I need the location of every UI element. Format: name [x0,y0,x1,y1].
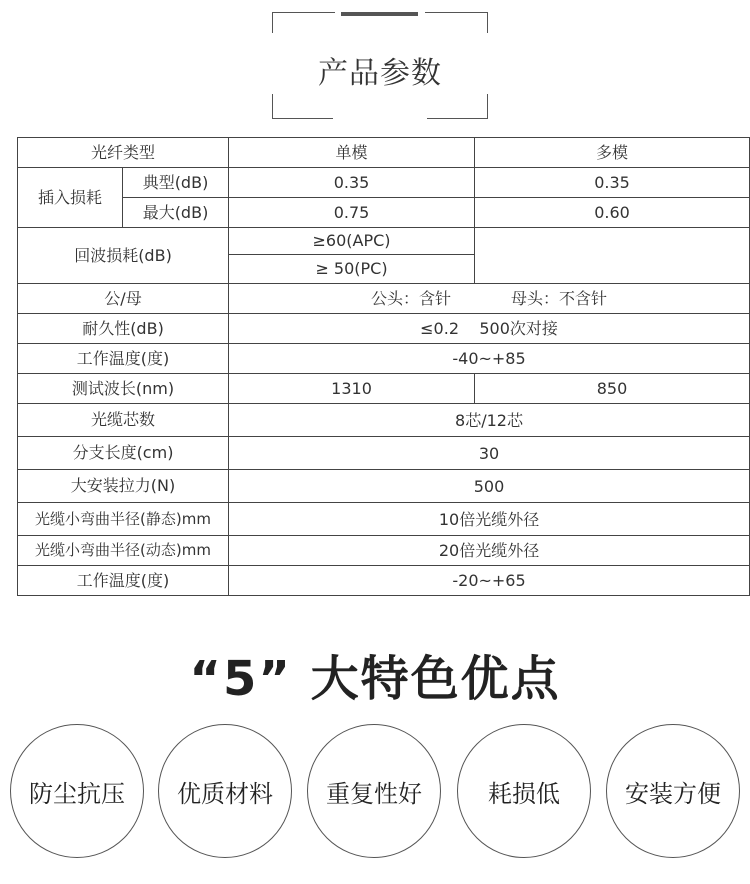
feature-circles [6,724,750,864]
cell-value: 20倍光缆外径 [229,536,750,566]
cell-value: 0.35 [229,168,475,198]
gender-female: 母头：不含针 [511,289,608,308]
cell-value: 0.75 [229,198,475,228]
spec-table [17,137,750,596]
table-row [18,138,750,168]
row-label: 插入损耗 [18,168,123,228]
cell-value: ≤0.2 500次对接 [229,314,750,344]
table-row [18,404,750,437]
cell-value: ≥60(APC) [229,228,475,255]
feature-item: 防尘抗压 [10,724,144,858]
table-row [18,503,750,536]
cell-value: 0.60 [475,198,750,228]
table-row [18,566,750,596]
frame-corner-top-left [272,12,335,33]
title-frame [272,12,488,119]
row-label: 公/母 [18,284,229,314]
features-title: “5” 大特色优点 [189,651,561,707]
cell-value: 0.35 [475,168,750,198]
row-label: 光缆小弯曲半径(静态)mm [18,503,229,536]
cell-value: -20~+65 [229,566,750,596]
cell-empty [475,228,750,284]
row-label: 光缆小弯曲半径(动态)mm [18,536,229,566]
cell-value: -40~+85 [229,344,750,374]
table-row [18,284,750,314]
row-label: 大安装拉力(N) [18,470,229,503]
table-row [18,168,750,198]
frame-top-bar [341,12,418,16]
frame-corner-bottom-right [427,94,488,119]
row-label: 回波损耗(dB) [18,228,229,284]
cell-value [229,284,750,314]
row-label: 测试波长(nm) [18,374,229,404]
cell-value: 10倍光缆外径 [229,503,750,536]
cell-single-mode: 单模 [229,138,475,168]
table-row [18,374,750,404]
cell-value: 30 [229,437,750,470]
table-row [18,470,750,503]
cell-multi-mode: 多模 [475,138,750,168]
feature-item: 安装方便 [606,724,740,858]
row-label: 工作温度(度) [18,566,229,596]
feature-item: 耗损低 [457,724,591,858]
cell-value: 1310 [229,374,475,404]
row-label: 光纤类型 [18,138,229,168]
page-title: 产品参数 [318,56,442,91]
row-label: 工作温度(度) [18,344,229,374]
table-row [18,198,750,228]
table-row [18,344,750,374]
table-row [18,314,750,344]
row-label: 耐久性(dB) [18,314,229,344]
frame-corner-bottom-left [272,94,333,119]
table-row [18,536,750,566]
cell-value: 500 [229,470,750,503]
frame-corner-top-right [425,12,488,33]
cell-value: ≥ 50(PC) [229,255,475,284]
cell-value: 8芯/12芯 [229,404,750,437]
gender-male: 公头：含针 [371,289,452,308]
row-label: 光缆芯数 [18,404,229,437]
table-row [18,228,750,255]
table-row [18,437,750,470]
row-label: 分支长度(cm) [18,437,229,470]
sub-row-label: 最大(dB) [123,198,229,228]
feature-item: 重复性好 [307,724,441,858]
feature-item: 优质材料 [158,724,292,858]
sub-row-label: 典型(dB) [123,168,229,198]
cell-value: 850 [475,374,750,404]
